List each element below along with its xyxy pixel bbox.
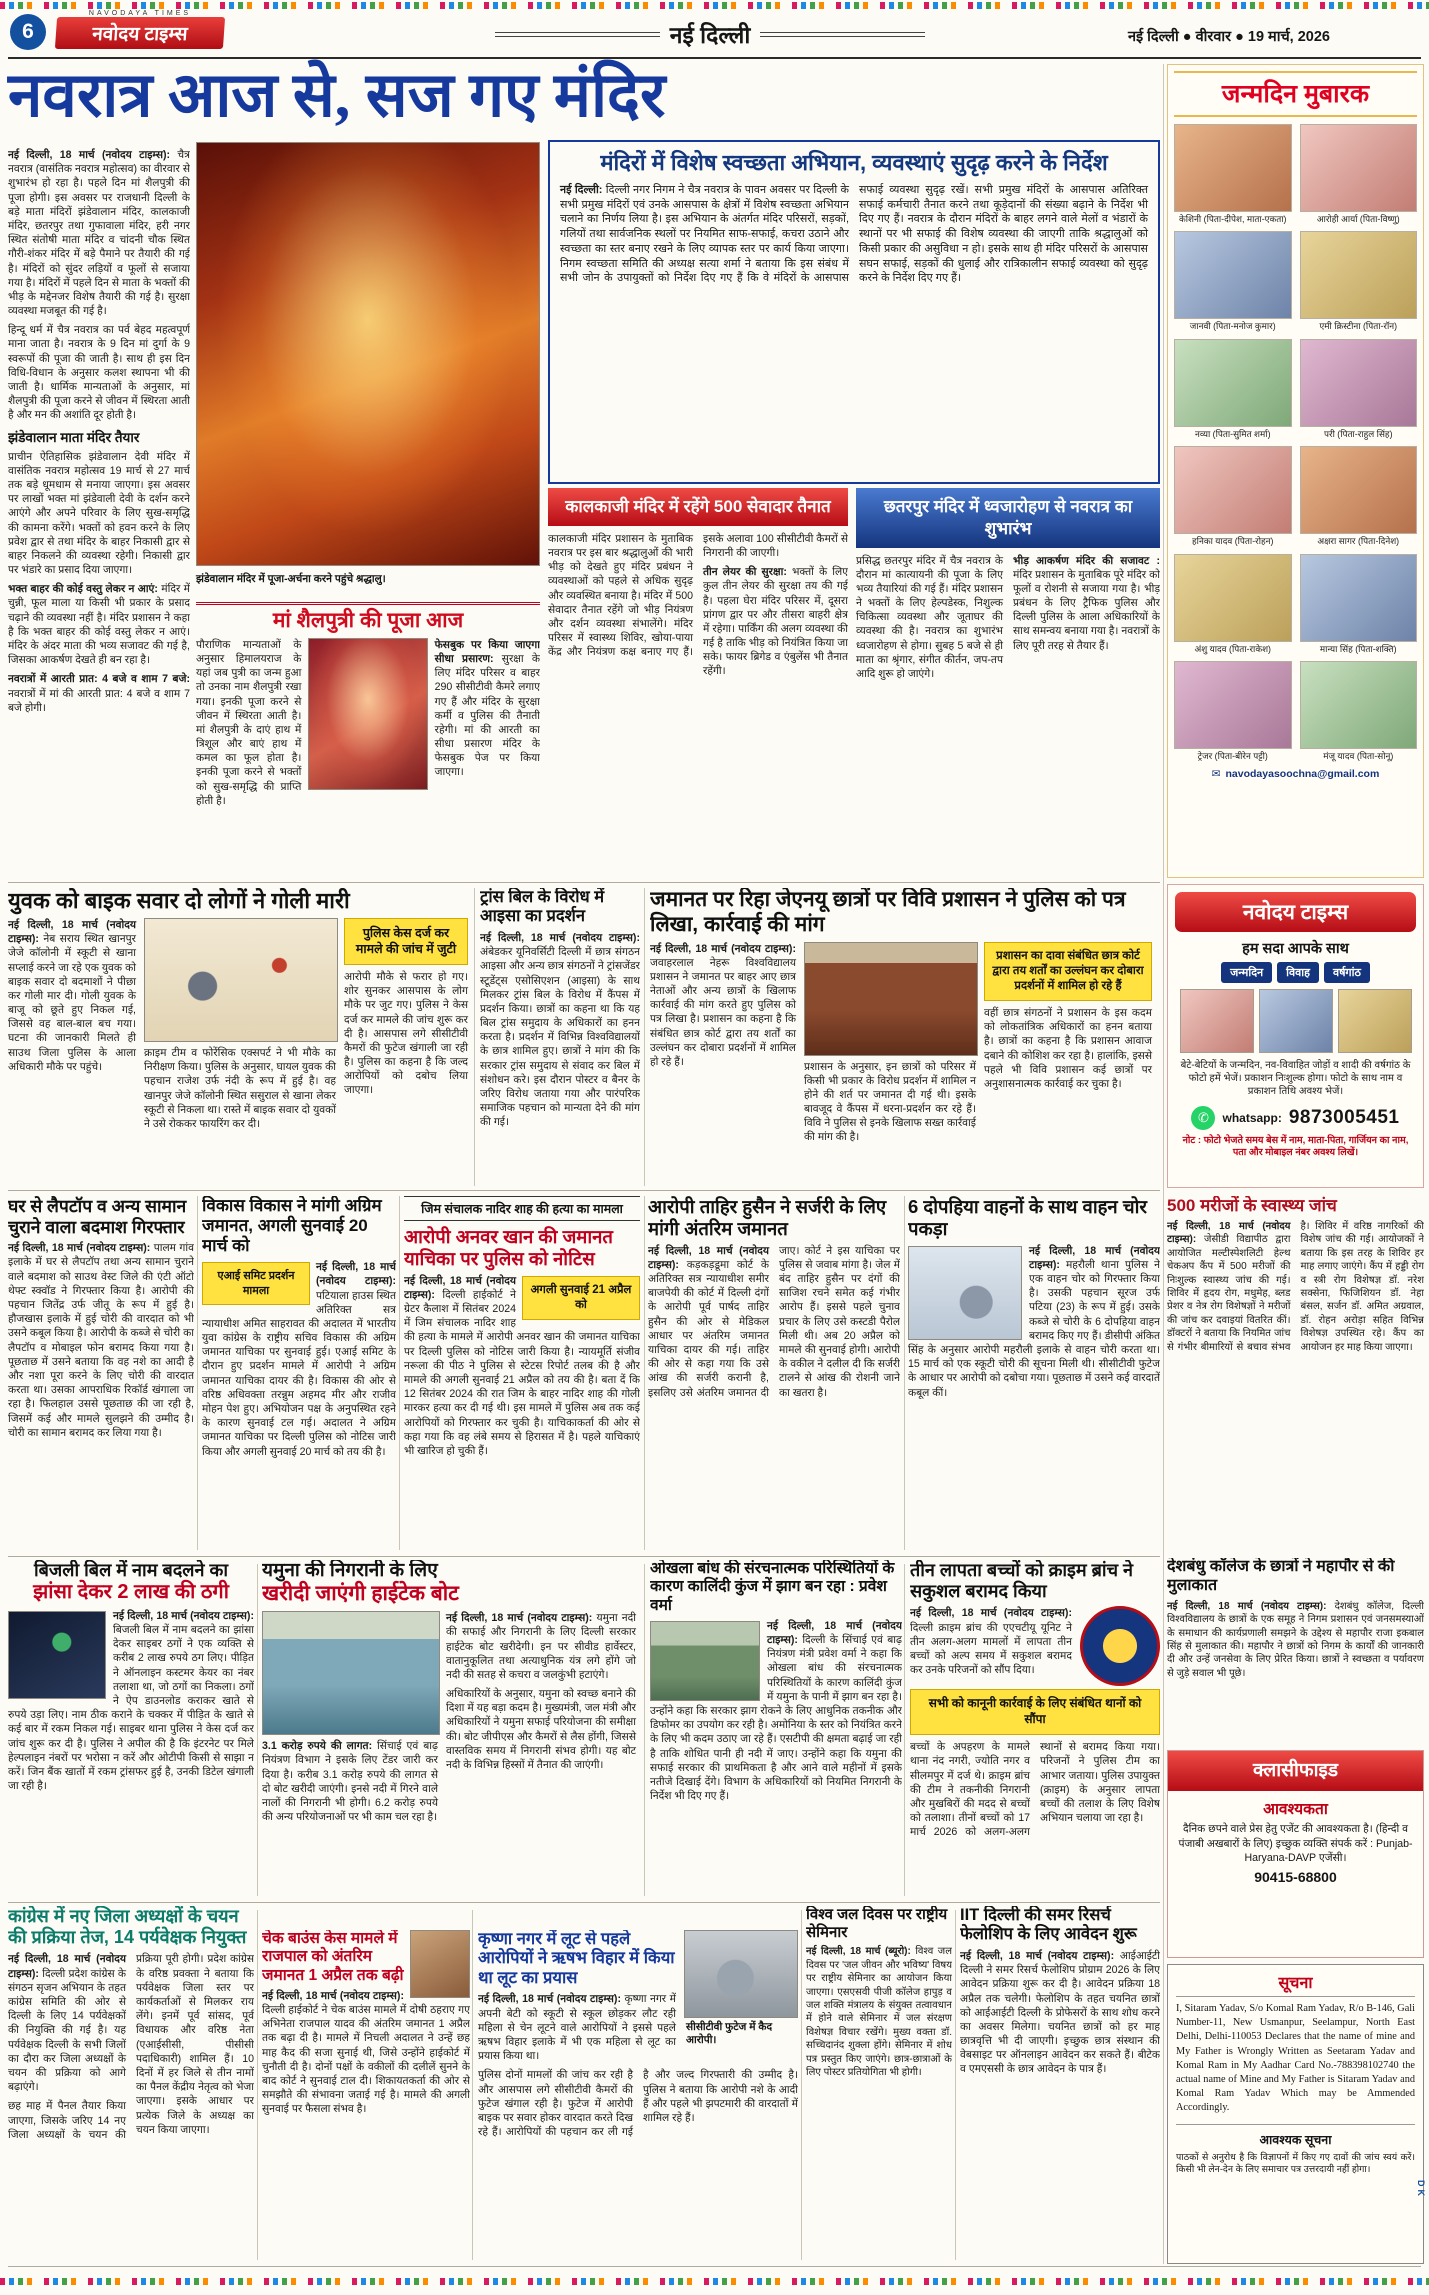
birthday-photo <box>1300 661 1418 749</box>
divider-rule <box>955 1910 956 2260</box>
promo-brand: नवोदय टाइम्स <box>1175 892 1416 932</box>
headline-line2: झांसा देकर 2 लाख की ठगी <box>33 1581 229 1604</box>
promo-box <box>1167 884 1424 1188</box>
body-text: नवरात्रों में मां की आरती प्रात: 4 बजे व शाम 7 बजे होगी। <box>8 687 190 714</box>
promo-photo <box>1180 989 1254 1053</box>
photo-caption: झंडेवालान मंदिर में पूजा-अर्चना करने पहुंचे श्रद्धालु। <box>196 573 386 585</box>
article-transbill <box>480 888 640 1188</box>
whatsapp-number: 9873005451 <box>1288 1106 1400 1128</box>
page-number-badge: 6 <box>10 14 46 50</box>
body-text: पुलिस दोनों मामलों की जांच कर रही है और आसपास लगे सीसीटीवी कैमरों की फुटेज खंगाल रही है। फुटेज में आरोपी बाइक पर सवार होकर वारदात करते दिख रहे हैं। आरोपियों की पहचान कर ली गई है और जल्द गिरफ्तारी की उम्मीद है। पुलिस ने बताया कि आरोपी नशे के आदी हैं और पहले भी झपटमारी की वारदातों में शामिल रहे हैं। <box>478 2069 798 2139</box>
divider-rule <box>472 1910 473 2260</box>
dateline: नई दिल्ली, 18 मार्च (नवोदय टाइम्स): <box>8 149 171 161</box>
headline-line1: बिजली बिल में नाम बदलने का <box>33 1560 228 1580</box>
delhi-police-crest <box>1080 1606 1160 1686</box>
shailputri-photo <box>308 638 427 790</box>
body-text: यमुना नदी की सफाई और निगरानी के लिए दिल्ली सरकार हाईटेक बोट खरीदेगी। इन पर सीवीड हार्वेस्टर, वातानुकूलित तथा अत्याधुनिक यंत्र लगे होंगे जो नदी की सतह से कचरा व जलकुंभी हटाएंगे। <box>446 1612 636 1681</box>
body-text: मंदिर प्रशासन के मुताबिक पूरे मंदिर को फूलों व रोशनी से सजाया गया है। भीड़ प्रबंधन के लिए ट्रैफिक पुलिस और दिल्ली पुलिस के आला अधिकारियों के साथ समन्वय बनाया गया है। नवरात्रों के लिए पूरी तरह से तैयार हैं। <box>1013 568 1160 652</box>
body-text: क्राइम टीम व फोरेंसिक एक्सपर्ट ने भी मौके का निरीक्षण किया। पुलिस के अनुसार, घायल युवक की पहचान राजेश उर्फ नंदी के रूप में हुई है। वह खानपुर जेजे कॉलोनी स्थित ससुराल से खाना लेकर स्कूटी से निकला था। रास्ते में बाइक सवार दो युवकों ने उसे रोककर फायरिंग कर दी। <box>144 1046 336 1130</box>
kalindi-kunj-photo <box>650 1621 760 1701</box>
birthday-photo <box>1300 339 1418 427</box>
classified-title: क्लासीफाइड <box>1168 1751 1423 1791</box>
birthday-name: एमी क्रिस्टीना (पिता-रॉन) <box>1319 321 1398 332</box>
body-text: हिन्दू धर्म में चैत्र नवरात्र का पर्व बेहद महत्वपूर्ण माना जाता है। नवरात्र के 9 दिन मां दुर्गा के 9 स्वरूपों की पूजा की जाती है। साथ ही इस दिन विधि-विधान के अनुसार कलश स्थापना भी की जाती है। धार्मिक मान्यताओं के अनुसार, मां शैलपुत्री की पूजा करने से जीवन में स्थिरता आती है और मन की अशांति दूर होती है। <box>8 324 190 422</box>
article-laptop-thief <box>8 1196 194 1552</box>
page-header <box>0 10 1429 58</box>
edition-city-row <box>495 18 925 50</box>
body-text: देशबंधु कॉलेज, दिल्ली विश्वविद्यालय के छात्रों के एक समूह ने निगम प्रशासन एवं जनसमस्याओं के समाधान की कार्यप्रणाली समझने के उद्देश्य से महापौर राजा इकबाल सिंह से मुलाकात की। महापौर ने छात्रों को निगम के कार्यों की जानकारी दी और उन्हें जनसेवा के लिए प्रेरित किया। छात्रों ने स्वच्छता व पर्यावरण से जुड़े सवाल भी पूछे। <box>1167 1600 1424 1679</box>
edition-city-label: नई दिल्ली <box>669 22 751 48</box>
bold-lead: तीन लेयर की सुरक्षा: <box>703 566 787 579</box>
birthday-name: मान्या सिंह (पिता-शक्ति) <box>1319 643 1397 654</box>
birthday-photo <box>1174 124 1292 212</box>
dateline: नई दिल्ली, 18 मार्च (नवोदय टाइम्स): <box>960 1949 1115 1962</box>
promo-tabs <box>1175 962 1416 983</box>
body-text: पटियाला हाउस स्थित अतिरिक्त सत्र न्यायाधीश अमित साहरावत की अदालत में भारतीय युवा कांग्रेस के राष्ट्रीय सचिव विकास की अग्रिम जमानत याचिका पर सुनवाई हुई। एआई समिट के दौरान हुए प्रदर्शन मामले में आरोपी ने अग्रिम जमानत याचिका दायर की है। विकास की ओर से वरिष्ठ अधिवक्ता तरन्नुम अहमद मीर और राजीव मोहन पेश हुए। अभियोजन पक्ष के अनुपस्थित रहने के कारण सुनवाई टल गई। अदालत ने अग्रिम जमानत याचिका पर दिल्ली पुलिस को नोटिस जारी किया और अगली सुनवाई 20 मार्च को तय की है। <box>202 1289 396 1458</box>
headline: ओखला बांध की संरचनात्मक परिस्थितियों के कारण कालिंदी कुंज में झाग बन रहा : प्रवेश वर्मा <box>650 1560 895 1614</box>
body-text: विश्व जल दिवस पर 'जल जीवन और भविष्य' विषय पर राष्ट्रीय सेमिनार का आयोजन किया जाएगा। एसएसवी पीजी कॉलेज हापुड़ व जल शक्ति मंत्रालय के संयुक्त तत्वावधान में होने वाले सेमिनार में जल संरक्षण विशेषज्ञ विचार रखेंगे। मुख्य वक्ता डॉ. सच्चिदानंद शुक्ला होंगे। सेमिनार में शोध पत्र प्रस्तुत किए जाएंगे। छात्र-छात्राओं के लिए पोस्टर प्रतियोगिता भी होगी। <box>806 1946 952 2078</box>
hacker-illustration <box>8 1611 106 1699</box>
divider-rule <box>644 1564 645 1896</box>
body-text: नेब सराय स्थित खानपुर जेजे कॉलोनी में स्कूटी से खाना सप्लाई करने जा रहे एक युवक को बाइक सवार दो बदमाशों ने पीछा कर गोली मार दी। गोली युवक के बाजू को छूते हुए निकल गई, जिससे वह बाल-बाल बच गया। घटना की जानकारी मिलते ही साउथ जिला पुलिस के आला अधिकारी मौके पर पहुंचे। <box>8 933 136 1073</box>
promo-note: नोट : फोटो भेजते समय बेस में नाम, माता-पिता, गार्जियन का नाम, पता और मोबाइल नंबर अवश्य लिखें। <box>1182 1134 1409 1158</box>
article-goli <box>8 888 472 1188</box>
birthday-name: ट्रेजर (पिता-बीरेन पट्टी) <box>1197 750 1268 761</box>
article-chhatarpur <box>856 488 1160 876</box>
whatsapp-label: whatsapp: <box>1222 1110 1282 1125</box>
birthday-box <box>1167 64 1424 878</box>
birthday-entry <box>1300 446 1418 546</box>
birthday-photo <box>1300 231 1418 319</box>
divider-rule <box>904 1564 905 1896</box>
body-text: महरौली थाना पुलिस ने एक वाहन चोर को गिरफ्तार किया है। उसकी पहचान सूरज उर्फ पटिया (23) के रूप में हुई। उसके कब्जे से चोरी के 6 दोपहिया वाहन बरामद किए गए हैं। डीसीपी अंकित सिंह के अनुसार आरोपी महरौली इलाके से वाहन चोरी करता था। 15 मार्च को एक स्कूटी चोरी की सूचना मिली थी। सीसीटीवी फुटेज के आधार पर आरोपी को दबोचा गया। पूछताछ में उसने कई वारदातें कबूल कीं। <box>908 1258 1160 1399</box>
article-vehicle-thief <box>908 1196 1160 1552</box>
main-headline: नवरात्र आज से, सज गए मंदिर <box>8 62 666 130</box>
dateline: नई दिल्ली, 18 मार्च (नवोदय टाइम्स): <box>1029 1244 1160 1271</box>
body-text: दिल्ली हाईकोर्ट ने ग्रेटर कैलाश में सितंबर 2024 में जिम संचालक नादिर शाह की हत्या के मामले में आरोपी अनवर खान की जमानत याचिका पर दिल्ली पुलिस को नोटिस जारी किया है। न्यायमूर्ति संजीव नरूला की पीठ ने पुलिस से स्टेटस रिपोर्ट तलब की है और मामले की अगली सुनवाई 21 अप्रैल को तय की है। बता दें कि 12 सितंबर 2024 की रात जिम के बाहर नादिर शाह की गोली मारकर हत्या कर दी गई थी। इस मामले में पुलिस अब तक कई आरोपियों को गिरफ्तार कर चुकी है। याचिकाकर्ता की ओर से कहा गया कि वह लंबे समय से हिरासत में है। पहले याचिकाएं भी खारिज हो चुकी हैं। <box>404 1288 640 1457</box>
birthday-photo <box>1300 446 1418 534</box>
body-text: पौराणिक मान्यताओं के अनुसार हिमालयराज के यहां जब पुत्री का जन्म हुआ तो उनका नाम शैलपुत्री रखा गया। इनकी पूजा करने से जीवन में स्थिरता आती है। मां शैलपुत्री के दाएं हाथ में त्रिशूल और बाएं हाथ में कमल का फूल होता है। इनकी पूजा करने से भक्तों को सुख-समृद्धि की प्राप्ति होती है। <box>196 638 302 807</box>
article-missing-children <box>910 1560 1160 1898</box>
headline: युवक को बाइक सवार दो लोगों ने गोली मारी <box>8 888 350 913</box>
promo-photo <box>1338 989 1412 1053</box>
divider-rule <box>8 1190 1160 1191</box>
classified-subtitle: आवश्यकता <box>1263 1801 1328 1819</box>
birthday-entry <box>1300 231 1418 331</box>
body-text: बिजली बिल में नाम बदलने का झांसा देकर साइबर ठगों ने एक व्यक्ति से करीब 2 लाख रुपये ठग लिए। पीड़ित ने ऑनलाइन कस्टमर केयर का नंबर तलाशा था, जो ठगों का निकला। ठगों ने ऐप डाउनलोड कराकर खाते से रुपये उड़ा लिए। नाम ठीक कराने के चक्कर में पीड़ित के खाते से कई बार में रकम निकल गई। साइबर थाना पुलिस ने केस दर्ज कर जांच शुरू कर दी है। पुलिस ने अपील की है कि इंटरनेट पर मिले हेल्पलाइन नंबरों पर भरोसा न करें और ओटीपी किसी से साझा न करें। जिन बैंक खातों में रकम ट्रांसफर हुई है, उनकी डिटेल खंगाली जा रही है। <box>8 1624 254 1793</box>
article-kalkaji <box>548 488 848 876</box>
birthday-entry <box>1174 554 1292 654</box>
birthday-entry <box>1300 554 1418 654</box>
body-text: प्रशासन के अनुसार, इन छात्रों को परिसर में किसी भी प्रकार के विरोध प्रदर्शन में शामिल न होने की शर्त पर जमानत दी गई थी। इसके बावजूद वे कैंपस में धरना-प्रदर्शन कर रहे हैं। विवि ने पुलिस से इनके खिलाफ सख्त कार्रवाई की मांग की है। <box>804 1060 976 1144</box>
article-congress <box>8 1906 254 2262</box>
birthday-title: जन्मदिन मुबारक <box>1174 71 1417 117</box>
body-text: आरोपी मौके से फरार हो गए। शोर सुनकर आसपास के लोग मौके पर जुट गए। पुलिस ने केस दर्ज कर मामले की जांच शुरू कर द‍ी है। आसपास लगे सीसीटीवी कैमरों की फुटेज खंगाली जा रही है। पुलिस का कहना है कि जल्द आरोपियों को दबोच लिया जाएगा। <box>344 970 468 1097</box>
bold-lead: नवरात्रों में आरती प्रात: 4 बजे व शाम 7 बजे: <box>8 673 190 686</box>
cctv-scooter-photo <box>684 1930 798 2018</box>
dateline: नई दिल्ली, 18 मार्च (ब्यूरो): <box>806 1946 911 1958</box>
body-text: भक्तों के लिए कुल तीन लेयर की सुरक्षा तय की गई है। पहला घेरा मंदिर परिसर में, दूसरा प्रांगण द्वार पर और तीसरा बाहरी क्षेत्र में रहेगा। पार्किंग की अलग व्यवस्था की गई है ताकि भीड़ को नियंत्रित किया जा सके। फायर ब्रिगेड व एंबुलेंस भी तैनात रहेंगी। <box>703 566 848 678</box>
dateline: नई दिल्ली, 18 मार्च (नवोदय टाइम्स): <box>480 931 640 944</box>
headline: मंदिरों में विशेष स्वच्छता अभियान, व्यवस्थाएं सुदृढ़ करने के निर्देश <box>600 150 1108 175</box>
headline: IIT दिल्ली की समर रिसर्च फेलोशिप के लिए आवेदन शुरू <box>960 1906 1137 1944</box>
headline: तीन लापता बच्चों को क्राइम ब्रांच ने सकुशल बरामद किया <box>910 1560 1134 1602</box>
tab-birthday: जन्मदिन <box>1221 962 1272 983</box>
headline: आरोपी अनवर खान की जमानत याचिका पर पुलिस को नोटिस <box>404 1226 613 1269</box>
dateline: नई दिल्ली, 18 मार्च (नवोदय टाइम्स): <box>1167 1600 1327 1612</box>
top-color-strip <box>0 2 1429 9</box>
date-line: नई दिल्ली ● वीरवार ● 19 मार्च, 2026 <box>1127 29 1330 45</box>
dateline: नई दिल्ली, 18 मार्च (नवोदय टाइम्स): <box>478 1993 621 2006</box>
article-jnu <box>650 888 1160 1188</box>
dateline: नई दिल्ली, 18 मार्च (नवोदय टाइम्स): <box>648 1244 769 1271</box>
body-text: कृष्णा नगर में अपनी बेटी को स्कूटी से स्कूल छोड़कर लौट रही महिला से चेन लूटने वाले आरोपियों ने इससे पहले ऋषभ विहार इलाके में भी एक महिला से लूट का प्रयास किया था। <box>478 1993 676 2063</box>
dateline: नई दिल्ली: <box>560 183 603 196</box>
navratri-temple-photo <box>196 142 540 566</box>
article-anwar-khan <box>404 1196 640 1552</box>
birthday-entry <box>1174 124 1292 224</box>
article-krishna-nagar-loot <box>478 1930 798 2262</box>
subheadline: झंडेवालान माता मंदिर तैयार <box>8 429 140 445</box>
headline-line2: खरीदी जाएंगी हाईटेक बोट <box>262 1582 459 1606</box>
highlight-box: सभी को कानूनी कार्रवाई के लिए संबंधित थानों को सौंपा <box>910 1689 1160 1735</box>
divider-rule <box>8 2266 1421 2267</box>
rajpal-portrait-photo <box>410 1930 470 1998</box>
birthday-entry <box>1300 124 1418 224</box>
article-tahir-hussain <box>648 1196 900 1552</box>
headline: 6 दोपहिया वाहनों के साथ वाहन चोर पकड़ा <box>908 1196 1147 1239</box>
article-bijli-fraud <box>8 1560 254 1898</box>
body-text: बच्चों के अपहरण के मामले थाना नंद नगरी, ज्योति नगर व सीलमपुर में दर्ज थे। क्राइम ब्रांच की टीम ने तकनीकी निगरानी और मुखबिरों की मदद से बच्चों को तलाशा। तीनों बच्चों को 17 मार्च 2026 को अलग-अलग स्थानों से बरामद किया गया। परिजनों ने पुलिस टीम का आभार जताया। पुलिस उपायुक्त (क्राइम) के अनुसार लापता बच्चों की तलाश के लिए विशेष अभियान चलाया जा रहा है। <box>910 1741 1160 1839</box>
birthday-photo <box>1174 661 1292 749</box>
birthday-entry <box>1174 661 1292 761</box>
dateline: नई दिल्ली, 18 मार्च (नवोदय टाइम्स): <box>8 1242 151 1255</box>
whatsapp-icon: ✆ <box>1191 1106 1215 1130</box>
divider-rule <box>8 1902 1160 1903</box>
dateline: नई दिल्ली, 18 मार्च (नवोदय टाइम्स): <box>8 918 136 946</box>
body-text: चैत्र नवरात्र (वासंतिक नवरात्र महोत्सव) का वीरवार से शुभारंभ हो रहा है। पहले दिन मां शैलपुत्री की पूजा होगी। इस अवसर पर राजधानी दिल्ली के बड़े माता मंदिरों झंडेवालान मंदिर, कालकाजी मंदिर, छतरपुर तथा गुफावाला मंदिर, हरी नगर स्थित संतोषी माता मंदिर व चांदनी चौक स्थित गौरी-शंकर मंदिर में बड़े पैमाने पर तैयारी की गई है। मंदिरों को सुंदर लड़ियों व फूलों से सजाया गया है। मंदिरों में पहले दिन से माता के भक्तों की भीड़ के मद्देनजर विशेष तैयारी की गई है। सुरक्षा व्यवस्था मजबूत की गई है। <box>8 149 190 318</box>
body-text: जेसीडी विद्यापीठ द्वारा आयोजित मल्टीस्पेशलिटी हेल्थ चेकअप कैंप में 500 मरीजों की निःशुल्क स्वास्थ्य जांच की गई। शिविर में हृदय रोग, मधुमेह, ब्लड प्रेशर व नेत्र रोग विशेषज्ञों ने मरीजों की जांच कर दवाइयां वितरित कीं। डॉक्टरों ने बताया कि नियमित जांच से गंभीर बीमारियों से बचाव संभव है। शिविर में वरिष्ठ नागरिकों की विशेष जांच की गई। आयोजकों ने बताया कि इस तरह के शिविर हर माह लगाए जाएंगे। कैंप में हड्डी रोग व स्त्री रोग विशेषज्ञ डॉ. नरेश सक्सेना, फिजिशियन डॉ. नेहा बंसल, सर्जन डॉ. अमित अग्रवाल, डॉ. रोहन अरोड़ा सहित विभिन्न विशेषज्ञ उपस्थित रहे। कैंप का आयोजन हर माह किया जाएगा। <box>1167 1221 1424 1353</box>
divider-rule <box>801 1910 802 2260</box>
birthday-photo <box>1174 339 1292 427</box>
classified-body: दैनिक छपने वाले प्रेस हेतु एजेंट की आवश्यकता है। (हिन्दी व पंजाबी अखबारों के लिए) इच्छुक व्यक्ति संपर्क करें : Punjab-Haryana-DAVP एजेंसी। <box>1178 1823 1413 1864</box>
article-swachhta <box>548 140 1160 484</box>
body-text: वहीं छात्र संगठनों ने प्रशासन के इस कदम को लोकतांत्रिक अधिकारों का हनन बताया है। छात्रों का कहना है कि प्रशासन आवाज दबाने की कोशिश कर रहा है। हालांकि, इससे पहले भी विवि प्रशासन कई छात्रों पर अनुशासनात्मक कार्रवाई कर चुका है। <box>984 1007 1152 1090</box>
divider-rule <box>197 1196 198 1550</box>
dateline: नई दिल्ली, 18 मार्च (नवोदय टाइम्स): <box>404 1274 516 1301</box>
masthead <box>56 10 224 49</box>
headline: कृष्णा नगर में लूट से पहले आरोपियों ने ऋषभ विहार में किया था लूट का प्रयास <box>478 1930 675 1987</box>
headline: विकास विकास ने मांगी अग्रिम जमानत, अगली सुनवाई 20 मार्च को <box>202 1196 382 1256</box>
birthday-name: आरोही आर्या (पिता-विष्णु) <box>1316 214 1400 224</box>
press-mark: DK <box>1416 2180 1426 2199</box>
highlight-box: पुलिस केस दर्ज कर मामले की जांच में जुटी <box>344 918 468 965</box>
bold-lead: 3.1 करोड़ रुपये की लागत: <box>262 1740 373 1753</box>
birthday-entry <box>1300 661 1418 761</box>
article-deshbandhu <box>1167 1558 1424 1744</box>
divider-rule <box>8 882 1160 883</box>
tab-anniversary: वर्षगांठ <box>1324 962 1370 983</box>
tag-box: एआई समिट प्रदर्शन मामला <box>202 1262 310 1305</box>
article-health-camp <box>1167 1196 1424 1552</box>
birthday-name: केशिनी (पिता-दीपेश, माता-एकता) <box>1179 214 1287 224</box>
dateline: नई दिल्ली, 18 मार्च (नवोदय टाइम्स): <box>650 942 796 955</box>
divider-rule <box>399 1196 400 1550</box>
body-text: सुरक्षा के लिए मंदिर परिसर व बाहर 290 सीसीटीवी कैमरे लगाए गए हैं और मंदिर के सुरक्षा कर्मी व पुलिस की तैनाती रहेगी। मां की आरती का सीधा प्रसारण मंदिर के फेसबुक पेज पर किया जाएगा। <box>434 652 540 779</box>
body-text: सिंचाई एवं बाढ़ नियंत्रण विभाग ने इसके लिए टेंडर जारी कर दिया है। करीब 3.1 करोड़ रुपये की लागत से दो बोट खरीदी जाएंगी। इनसे नदी में गिरने वाले नालों की निगरानी भी होगी। 6.2 करोड़ रुपये की अन्य परियोजनाओं पर भी काम चल रहा है। <box>262 1740 438 1824</box>
whatsapp-row <box>1175 1106 1416 1130</box>
classified-phone: 90415-68800 <box>1254 1869 1337 1886</box>
notice-title: सूचना <box>1176 1971 1415 1997</box>
important-notice-body: पाठकों से अनुरोध है कि विज्ञापनों में किए गए दावों की जांच स्वयं करें। किसी भी लेन-देन के लिए समाचार पत्र उत्तरदायी नहीं होगा। <box>1176 2151 1415 2174</box>
divider-rule <box>474 888 475 1186</box>
body-text: आईआईटी दिल्ली ने समर रिसर्च फेलोशिप प्रोग्राम 2026 के लिए आवेदन प्रक्रिया शुरू कर दी है। आवेदन प्रक्रिया 18 अप्रैल तक चलेगी। फेलोशिप के तहत चयनित छात्रों को आईआईटी दिल्ली के प्रोफेसरों के साथ शोध करने का अवसर मिलेगा। चयनित छात्रों को हर माह छात्रवृत्ति भी दी जाएगी। इच्छुक छात्र संस्थान की वेबसाइट पर ऑनलाइन आवेदन कर सकते हैं। बीटेक व एमएससी के छात्र आवेदन के पात्र हैं। <box>960 1949 1160 2076</box>
headline: कांग्रेस में नए जिला अध्यक्षों के चयन की प्रक्रिया तेज, 14 पर्यवेक्षक नियुक्त <box>8 1906 247 1948</box>
shooting-illustration <box>144 918 338 1042</box>
article-yamuna-boats <box>262 1560 642 1898</box>
masthead-hindi: नवोदय टाइम्स <box>55 17 225 49</box>
headline-line1: यमुना की निगरानी के लिए <box>262 1560 438 1581</box>
body-text: मंदिर में चुन्नी, फूल माला या किसी भी प्रकार के प्रसाद चढ़ाने की व्यवस्था नहीं है। मंदिर प्रशासन ने कहा है कि भक्त बाहर की कोई वस्तु लेकर न आएं। मंदिर के अंदर माता की भव्य सजावट की गई है, जिसका आकर्षण देखते ही बन रहा है। <box>8 583 190 667</box>
highlight-box: अगली सुनवाई 21 अप्रैल को <box>522 1276 640 1320</box>
article-cheque-bounce <box>262 1930 470 2262</box>
birthday-photo <box>1300 124 1418 212</box>
highlight-box: प्रशासन का दावा संबंधित छात्र कोर्ट द्वारा तय शर्तों का उल्लंघन कर दोबारा प्रदर्शनों में शामिल हो रहे हैं <box>984 942 1152 1002</box>
promo-text: बेटे-बेटियों के जन्मदिन, नव-विवाहित जोड़ों व शादी की वर्षगांठ के फोटो हमें भेजें। प्रकाशन निःशुल्क होगा। फोटो के साथ नाम व प्रकाशन तिथि अवश्य भेजें। <box>1180 1060 1411 1098</box>
article-vikas-bail <box>202 1196 396 1552</box>
body-text: जवाहरलाल नेहरू विश्वविद्यालय प्रशासन ने जमानत पर बाहर आए छात्र नेताओं और अन्य छात्रों के खिलाफ कार्रवाई की मांग करते हुए पुलिस को पत्र लिखा है। प्रशासन का कहना है कि संबंधित छात्र कोर्ट द्वारा तय शर्तों का उल्लंघन कर दोबारा प्रदर्शनों में शामिल हो रहे हैं। <box>650 956 796 1069</box>
body-text: दिल्ली हाईकोर्ट ने चेक बाउंस मामले में दोषी ठहराए गए अभिनेता राजपाल यादव की अंतरिम जमानत 1 अप्रैल तक बढ़ा दी है। मामले में निचली अदालत ने उन्हें छह माह कैद की सजा सुनाई थी, जिसे उन्होंने हाईकोर्ट में चुनौती दी है। दोनों पक्षों के वकीलों की दलीलें सुनने के बाद कोर्ट ने सुनवाई टाल दी। शिकायतकर्ता की ओर से समझौते की संभावना जताई गई है। मामले की अगली सुनवाई पर फैसला संभव है। <box>262 2004 470 2116</box>
bottom-color-strip <box>0 2278 1429 2285</box>
promo-tagline: हम सदा आपके साथ <box>1242 941 1349 957</box>
dateline: नई दिल्ली, 18 मार्च (नवोदय टाइम्स): <box>113 1609 254 1622</box>
headline: चेक बाउंस केस मामले में राजपाल को अंतरिम जमानत 1 अप्रैल तक बढ़ी <box>262 1930 404 1984</box>
birthday-name: अंशु यादव (पिता-राकेश) <box>1194 643 1271 654</box>
body-text: छह माह में पैनल तैयार किया जाएगा, जिसके जरिए 14 नए जिला अध्यक्षों के चयन की प्रक्रिया पूरी होगी। प्रदेश कांग्रेस के वरिष्ठ प्रवक्ता ने बताया कि पर्यवेक्षक जिला स्तर पर कार्यकर्ताओं से मिलकर राय लेंगे। इनमें पूर्व सांसद, पूर्व विधायक और वरिष्ठ नेता (एआईसीसी, पीसीसी पदाधिकारी) शामिल हैं। 10 दिनों में हर जिले से तीन नामों का पैनल केंद्रीय नेतृत्व को भेजा जाएगा। इसके आधार पर प्रत्येक जिले के अध्यक्ष का चयन किया जाएगा। <box>8 1953 254 2141</box>
masthead-english: NAVODAYA TIMES <box>88 10 192 17</box>
notice-body: I, Sitaram Yadav, S/o Komal Ram Yadav, R/o B-146, Gali Number-11, New Usmanpur, Seelampur, North East Delhi, Delhi-110053 Declares that the name of mine and My Father is Wrongly Written as Seetaram Yadav and Komal Ram in My Aadhar Card No.-788398102740 the actual name of Mine and My Father is Sitaram Yadav and Komal Ram Yadav Which may be Ammended Accordingly. <box>1176 2003 1415 2114</box>
dateline: नई दिल्ली, 18 मार्च (नवोदय टाइम्स): <box>8 1953 126 1980</box>
headline: विश्व जल दिवस पर राष्ट्रीय सेमिनार <box>806 1906 948 1941</box>
jnu-building-photo <box>804 942 978 1056</box>
dateline: नई दिल्ली, 18 मार्च (नवोदय टाइम्स): <box>1167 1221 1291 1246</box>
birthday-entry <box>1174 446 1292 546</box>
birthday-entry <box>1174 339 1292 439</box>
dateline: नई दिल्ली, 18 मार्च (नवोदय टाइम्स): <box>262 1989 404 2002</box>
body-text: कड़कड़डूमा कोर्ट के अतिरिक्त सत्र न्यायाधीश समीर बाजपेयी की कोर्ट में दिल्ली दंगों के आरोपी पूर्व पार्षद ताहिर हुसैन की ओर से मेडिकल आधार पर अंतरिम जमानत याचिका दायर की गई। ताहिर की ओर से कहा गया कि उसे आंख की सर्जरी करानी है, इसलिए उसे अंतरिम जमानत दी जाए। कोर्ट ने इस याचिका पर पुलिस से जवाब मांगा है। जेल में बंद ताहिर हुसैन पर दंगों की साजिश रचने समेत कई गंभीर आरोप हैं। इससे पहले चुनाव प्रचार के लिए उसे कस्टडी पैरोल मिली थी। अब 20 अप्रैल को मामले की सुनवाई होगी। आरोपी के वकील ने दलील दी कि सर्जरी टालने से आंख की रोशनी जाने का खतरा है। <box>648 1244 900 1399</box>
birthday-entry <box>1174 231 1292 331</box>
headline: कालकाजी मंदिर में रहेंगे 500 सेवादार तैनात <box>548 488 848 526</box>
rule-left <box>495 32 660 37</box>
article-lead <box>8 148 190 876</box>
body-text: अधिकारियों के अनुसार, यमुना को स्वच्छ बनाने की दिशा में यह बड़ा कदम है। मुख्यमंत्री, जल मंत्री और अधिकारियों ने यमुना सफाई परियोजना की समीक्षा की। बोट जीपीएस और कैमरों से लैस होंगी, जिससे वास्तविक समय में निगरानी संभव होगी। यह बोट नदी के विभिन्न हिस्सों में तैनात की जाएंगी। <box>446 1688 636 1772</box>
body-text: दिल्ली के सिंचाई एवं बाढ़ नियंत्रण मंत्री प्रवेश वर्मा ने कहा कि ओखला बांध की संरचनात्मक परिस्थितियों के कारण कालिंदी कुंज में यमुना के पानी में झाग बन रहा है। उन्होंने कहा कि सरकार झाग रोकने के लिए आधुनिक तकनीक और डिफोमर का उपयोग कर रही है। अमोनिया के स्तर को नियंत्रित करने के लिए भी कदम उठाए जा रहे हैं। एसटीपी की क्षमता बढ़ाई जा रही है ताकि शोधित पानी ही नदी में जाए। उन्होंने कहा कि यमुना की सफाई सरकार की प्राथमिकता है और आने वाले महीनों में इसके नतीजे दिखाई देंगे। विभाग के अधिकारियों को नियमित निगरानी के निर्देश भी दिए गए हैं। <box>650 1634 902 1803</box>
header-rule <box>8 57 1421 59</box>
headline: ट्रांस बिल के विरोध में आइसा का प्रदर्शन <box>480 888 605 926</box>
classified-box <box>1167 1750 1424 1958</box>
body-text: दिल्ली नगर निगम ने चैत्र नवरात्र के पावन अवसर पर दिल्ली के सभी प्रमुख मंदिरों एवं उनके आसपास के क्षेत्रों में विशेष स्वच्छता अभियान चलाने का निर्णय लिया है। इस अभियान के अंतर्गत मंदिर परिसरों, सड़कों, गलियों तथा सार्वजनिक स्थलों पर नियमित साफ-सफाई, कचरा उठाने और स्वच्छता का स्तर बनाए रखने के लिए व्यापक स्तर पर कार्य किया जाएगा। निगम स्वच्छता समिति की अध्यक्ष सत्या शर्मा ने बताया कि इस संबंध में सभी जोन के उपायुक्तों को निर्देश दिए गए हैं कि वे मंदिरों के आसपास सफाई व्यवस्था सुदृढ़ रखें। सभी प्रमुख मंदिरों के आसपास अतिरिक्त सफाई कर्मचारी तैनात करने तथा कूड़ेदानों की संख्या बढ़ाने के निर्देश भी दिए गए हैं। नवरात्र के दौरान मंदिरों के बाहर लगने वाले मेलों व भंडारों के स्थानों पर भी सफाई की विशेष व्यवस्था की जाएगी ताकि श्रद्धालुओं को किसी प्रकार की असुविधा न हो। इसके साथ ही मंदिर परिसरों के आसपास सघन सफाई, सड़कों की धुलाई और रात्रिकालीन सफाई व्यवस्था को सुदृढ़ करने के निर्देश दिए गए हैं। <box>560 183 1148 285</box>
mail-icon: ✉ <box>1211 768 1221 781</box>
tab-wedding: विवाह <box>1277 962 1319 983</box>
promo-photos <box>1175 989 1416 1053</box>
article-okhla-barrage <box>650 1560 902 1898</box>
divider-rule <box>644 1196 645 1550</box>
body-text: अंबेडकर यूनिवर्सिटी दिल्ली में छात्र संगठन आइसा और अन्य छात्र संगठनों ने ट्रांसजेंडर स्टूडेंट्स एसोसिएशन (आइसा) के साथ मिलकर ट्रांस बिल के विरोध में कैंपस में प्रदर्शन किया। छात्रों का कहना था कि यह बिल ट्रांस समुदाय के अधिकारों का हनन करता है। प्रदर्शन में विभिन्न विश्वविद्यालयों के छात्र शामिल हुए। छात्रों ने मांग की कि सरकार ट्रांस समुदाय से संवाद कर बिल में संशोधन करे। इस दौरान पोस्टर व बैनर के जरिए विरोध जताया गया और पारंपरिक समाजिक पहचान को मान्यता देने की मांग की गई। <box>480 946 640 1129</box>
dateline: नई दिल्ली, 18 मार्च (नवोदय टाइम्स): <box>446 1612 593 1625</box>
headline: घर से लैपटॉप व अन्य सामान चुराने वाला बदमाश गिरफ्तार <box>8 1196 187 1237</box>
birthday-name: नव्या (पिता-सुमित शर्मा) <box>1194 428 1271 439</box>
divider-rule <box>904 1196 905 1550</box>
yamuna-river-photo <box>262 1611 440 1735</box>
body-text: कालकाजी मंदिर प्रशासन के मुताबिक नवरात्र पर इस बार श्रद्धालुओं की भारी भीड़ को देखते हुए मंदिर प्रबंधन ने व्यवस्थाओं को पहले से अधिक सुदृढ़ और व्यवस्थित बनाया है। मंदिर में 500 सेवादार तैनात रहेंगे जो भीड़ नियंत्रण और दर्शन व्यवस्था संभालेंगे। मंदिर परिसर में स्वास्थ्य शिविर, खोया-पाया केंद्र और नियंत्रण कक्ष बनाए गए हैं। इसके अलावा 100 सीसीटीवी कैमरों से निगरानी की जाएगी। <box>548 532 848 659</box>
dateline: नई दिल्ली, 18 मार्च (नवोदय टाइम्स): <box>316 1261 396 1288</box>
kicker: जिम संचालक नादिर शाह की हत्या का मामला <box>404 1196 640 1221</box>
body-text: प्रसिद्ध छतरपुर मंदिर में चैत्र नवरात्र के दौरान मां कात्यायनी की पूजा के लिए भव्य तैयारियां की गई हैं। मंदिर प्रशासन ने भक्तों के लिए हेल्पडेस्क, निशुल्क चिकित्सा व्यवस्था और जूताघर की व्यवस्था की है। नवरात्र का शुभारंभ ध्वजारोहण से होगा। सुबह 5 बजे से ही माता का श्रृंगार, संगीत कीर्तन, जप-तप आदि शुरू हो जाएंगे। <box>856 554 1003 680</box>
bold-lead: फेसबुक पर किया जाएगा सीधा प्रसारण: <box>434 638 540 665</box>
divider-rule <box>8 1556 1160 1557</box>
body-text: प्राचीन ऐतिहासिक झंडेवालान देवी मंदिर में वासंतिक नवरात्र महोत्सव 19 मार्च से 27 मार्च तक बड़े धूमधाम से मनाया जाएगा। इस अवसर पर लाखों भक्त मां झंडेवाली देवी के दर्शन करने आएंगे और अपने परिवार के लिए सुख-समृद्धि की कामना करेंगे। भक्तों को हवन करने के लिए प्रवेश द्वार से तथा मंदिर के बाहर निकासी द्वार से बाहर निकलने की व्यवस्था रहेगी। निकासी द्वार पर भंडारे का प्रसाद दिया जाएगा। <box>8 450 190 577</box>
article-shailputri <box>196 602 540 876</box>
notice-box <box>1167 1964 1424 2264</box>
birthday-photo <box>1300 554 1418 642</box>
birthday-photo <box>1174 446 1292 534</box>
divider-rule <box>1163 64 1164 2264</box>
divider-rule <box>257 1564 258 1896</box>
promo-photo <box>1259 989 1333 1053</box>
bold-lead: भीड़ आकर्षण मंदिर की सजावट : <box>1013 554 1160 567</box>
body-text: दिल्ली क्राइम ब्रांच की एएचटीयू यूनिट ने तीन अलग-अलग मामलों में लापता तीन बच्चों को अल्प समय में सकुशल बरामद कर उनके परिजनों को सौंप दिया। <box>910 1621 1072 1677</box>
birthday-grid <box>1174 124 1417 761</box>
headline: आरोपी ताहिर हुसैन ने सर्जरी के लिए मांगी अंतरिम जमानत <box>648 1196 887 1239</box>
birthday-name: अक्षरा सागर (पिता-दिनेश) <box>1317 536 1400 547</box>
headline: छतरपुर मंदिर में ध्वजारोहण से नवरात्र का शुभारंभ <box>856 488 1160 548</box>
important-notice-title: आवश्यक सूचना <box>1176 2124 1415 2148</box>
dateline: नई दिल्ली, 18 मार्च (नवोदय टाइम्स): <box>767 1619 902 1647</box>
headline: मां शैलपुत्री की पूजा आज <box>272 609 464 632</box>
birthday-name: परी (पिता-राहुल सिंह) <box>1323 428 1393 439</box>
police-jeep-illustration <box>908 1246 1022 1340</box>
body-text: दिल्ली प्रदेश कांग्रेस के संगठन सृजन अभियान के तहत कांग्रेस समिति की ओर से दिल्ली के लिए 14 पर्यवेक्षकों की नियुक्ति की गई है। यह पर्यवेक्षक दिल्ली के सभी जिलों का दौरा कर जिला अध्यक्षों के चयन की प्रक्रिया को आगे बढ़ाएंगे। <box>8 1967 126 2094</box>
birthday-photo <box>1174 554 1292 642</box>
dateline: नई दिल्ली, 18 मार्च (नवोदय टाइम्स): <box>910 1607 1072 1620</box>
body-text: पालम गांव इलाके में घर से लैपटॉप तथा अन्य सामान चुराने वाले बदमाश को साउथ वेस्ट जिले की एंटी ऑटो थेफ्ट स्क्वॉड ने गिरफ्तार किया है। आरोपी की पहचान जितेंद्र उर्फ जीतू के रूप में हुई है। हौजखास इलाके में हुई चोरी की वारदात को भी उसने कबूल किया है। आरोपी के कब्जे से चोरी का लैपटॉप व मोबाइल फोन बरामद किया गया है। पूछताछ में उसने बताया कि वह नशे का आदी है और नशा पूरा करने के लिए चोरी की वारदात करता था। उसका आपराधिक रिकॉर्ड खंगाला जा रहा है। फिलहाल उससे पूछताछ की जा रही है, जिसमें कई और मामले सुलझने की उम्मीद है। चोरी का सामान बरामद कर लिया गया है। <box>8 1242 194 1439</box>
rule-right <box>760 32 925 37</box>
headline: देशबंधु कॉलेज के छात्रों ने महापौर से की मुलाकात <box>1167 1558 1395 1594</box>
article-water-day <box>806 1906 952 2262</box>
divider-rule <box>644 888 645 1186</box>
birthday-name: हनिका यादव (पिता-रोहन) <box>1192 536 1274 547</box>
article-iit-fellowship <box>960 1906 1160 2262</box>
birthday-photo <box>1174 231 1292 319</box>
birthday-email: navodayasoochna@gmail.com <box>1225 768 1380 781</box>
divider-rule <box>257 1910 258 2260</box>
headline: जमानत पर रिहा जेएनयू छात्रों पर विवि प्रशासन ने पुलिस को पत्र लिखा, कार्रवाई की मांग <box>650 888 1126 936</box>
photo-caption: सीसीटीवी फुटेज में कैद आरोपी। <box>686 2021 773 2047</box>
birthday-name: मंजू यादव (पिता-सोनू) <box>1323 750 1394 761</box>
birthday-name: जानवी (पिता-मनोज कुमार) <box>1189 321 1276 332</box>
bold-lead: भक्त बाहर की कोई वस्तु लेकर न आएं: <box>8 583 158 596</box>
birthday-entry <box>1300 339 1418 439</box>
headline: 500 मरीजों के स्वास्थ्य जांच <box>1167 1196 1337 1215</box>
